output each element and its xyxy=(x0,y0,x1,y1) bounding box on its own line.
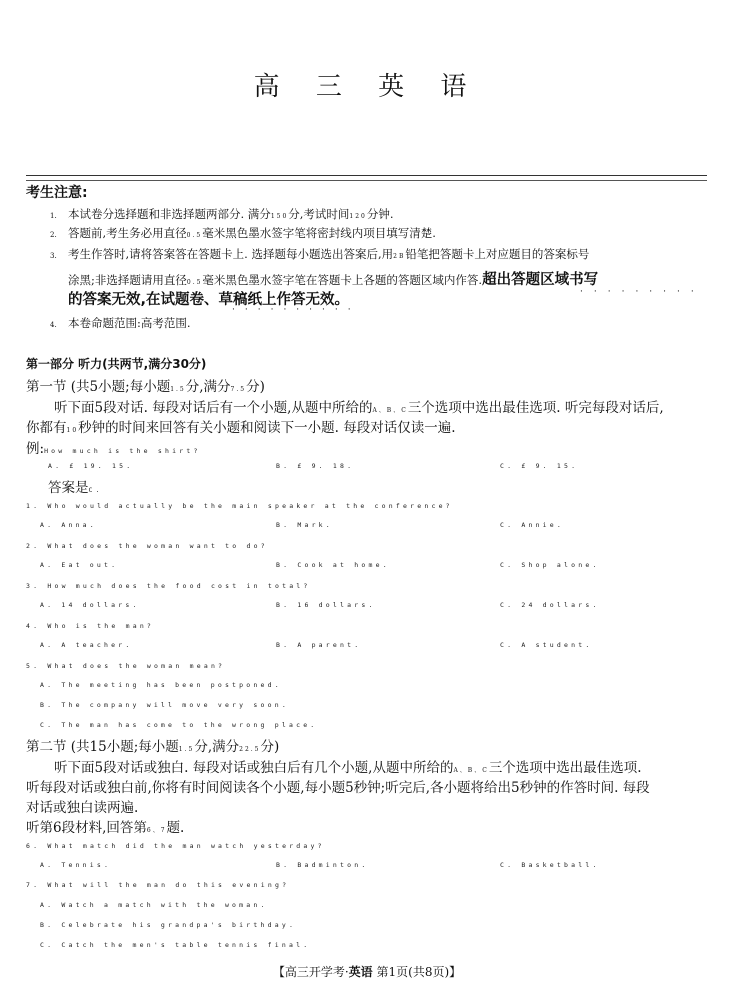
q4-option-c[interactable]: C. A student. xyxy=(500,641,593,649)
divider-top xyxy=(26,175,707,176)
emphasis-dots-2: ·········· xyxy=(232,305,361,315)
q3-option-a[interactable]: A. 14 dollars. xyxy=(40,601,140,609)
q6-option-a[interactable]: A. Tennis. xyxy=(40,861,112,869)
q6-option-b[interactable]: B. Badminton. xyxy=(276,861,369,869)
notice-item-3-line3: 的答案无效,在试题卷、草稿纸上作答无效。 xyxy=(68,292,350,308)
notice-item-2: 2. 答题前,考生务必用直径0.5毫米黑色墨水签字笔将密封线内项目填写清楚. xyxy=(50,226,436,240)
section1-instructions-1: 听下面5段对话. 每段对话后有一个小题,从题中所给的A、B、C三个选项中选出最佳选项. 听完每段对话后, xyxy=(54,400,664,416)
q4-option-a[interactable]: A. A teacher. xyxy=(40,641,133,649)
section2-heading: 第二节 (共15小题;每小题1.5分,满分22.5分) xyxy=(26,739,280,755)
question-4: 4. Who is the man? xyxy=(26,622,155,630)
section1-instructions-2: 你都有10秒钟的时间来回答有关小题和阅读下一小题. 每段对话仅读一遍. xyxy=(26,420,456,436)
q4-option-b[interactable]: B. A parent. xyxy=(276,641,362,649)
q7-option-b[interactable]: B. Celebrate his grandpa's birthday. xyxy=(40,921,297,929)
divider-bottom xyxy=(26,180,707,181)
q2-option-a[interactable]: A. Eat out. xyxy=(40,561,119,569)
question-6: 6. What match did the man watch yesterday? xyxy=(26,842,325,850)
q3-option-b[interactable]: B. 16 dollars. xyxy=(276,601,376,609)
question-3: 3. How much does the food cost in total? xyxy=(26,582,311,590)
q5-option-c[interactable]: C. The man has come to the wrong place. xyxy=(40,721,318,729)
q2-option-b[interactable]: B. Cook at home. xyxy=(276,561,390,569)
notice-item-1: 1. 本试卷分选择题和非选择题两部分. 满分150分,考试时间120分钟. xyxy=(50,207,394,221)
q5-option-a[interactable]: A. The meeting has been postponed. xyxy=(40,681,282,689)
notice-item-4: 4. 本卷命题范围:高考范围. xyxy=(50,316,191,330)
notice-item-3-line2: 涂黑;非选择题请用直径0.5毫米黑色墨水签字笔在答题卡上各题的答题区域内作答.超出答题区域书写 xyxy=(68,272,599,288)
example-answer: 答案是C. xyxy=(48,480,103,496)
section2-instructions-3: 对话或独白读两遍. xyxy=(26,800,139,816)
q3-option-c[interactable]: C. 24 dollars. xyxy=(500,601,600,609)
example-option-c: C. £ 9. 15. xyxy=(500,462,579,470)
q1-option-b[interactable]: B. Mark. xyxy=(276,521,333,529)
q7-option-a[interactable]: A. Watch a match with the woman. xyxy=(40,901,268,909)
q5-option-b[interactable]: B. The company will move very soon. xyxy=(40,701,289,709)
question-5: 5. What does the woman mean? xyxy=(26,662,226,670)
example-option-b: B. £ 9. 18. xyxy=(276,462,355,470)
material-instruction: 听第6段材料,回答第6、7题. xyxy=(26,820,185,836)
q7-option-c[interactable]: C. Catch the men's table tennis final. xyxy=(40,941,311,949)
example-question: 例:How much is the shirt? xyxy=(26,441,201,457)
q6-option-c[interactable]: C. Basketball. xyxy=(500,861,600,869)
question-2: 2. What does the woman want to do? xyxy=(26,542,268,550)
question-7: 7. What will the man do this evening? xyxy=(26,881,290,889)
notice-heading: 考生注意: xyxy=(26,185,88,201)
notice-item-3: 3. 考生作答时,请将答案答在答题卡上. 选择题每小题选出答案后,用2B铅笔把答题卡上对应题目的答案标号 xyxy=(50,247,590,261)
q1-option-a[interactable]: A. Anna. xyxy=(40,521,97,529)
section1-heading: 第一节 (共5小题;每小题1.5分,满分7.5分) xyxy=(26,379,265,395)
part1-heading: 第一部分 听力(共两节,满分30分) xyxy=(26,357,207,371)
q1-option-c[interactable]: C. Annie. xyxy=(500,521,565,529)
q2-option-c[interactable]: C. Shop alone. xyxy=(500,561,600,569)
question-1: 1. Who would actually be the main speaker at the conference? xyxy=(26,502,453,510)
page-title: 高 三 英 语 xyxy=(253,72,481,102)
emphasis-dots: ········· xyxy=(580,287,705,297)
section2-instructions-1: 听下面5段对话或独白. 每段对话或独白后有几个小题,从题中所给的A、B、C三个选项中选出最佳选项. xyxy=(54,760,642,776)
section2-instructions-2: 听每段对话或独白前,你将有时间阅读各个小题,每小题5秒钟;听完后,各小题将给出5秒钟的作答时间. 每段 xyxy=(26,780,650,796)
example-option-a: A. £ 19. 15. xyxy=(48,462,134,470)
page-footer: 【高三开学考·英语 第1页(共8页)】 xyxy=(272,965,462,979)
